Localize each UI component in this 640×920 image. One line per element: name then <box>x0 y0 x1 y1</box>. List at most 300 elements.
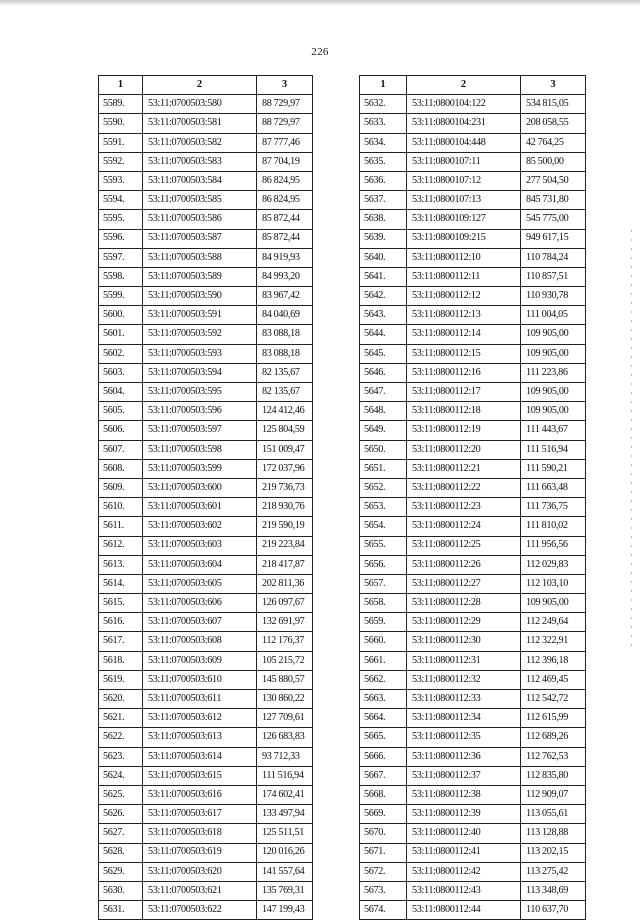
row-number: 5626. <box>99 805 143 824</box>
cadastral-number: 53:11:0700503:611 <box>143 690 257 709</box>
cadastral-number: 53:11:0700503:582 <box>143 133 257 152</box>
table-row <box>360 114 586 133</box>
cadastral-number: 53:11:0800112:18 <box>407 402 521 421</box>
cadastral-number: 53:11:0700503:585 <box>143 191 257 210</box>
cadastral-value: 202 811,36 <box>257 574 313 593</box>
table-row <box>99 267 313 286</box>
cadastral-number: 53:11:0700503:621 <box>143 881 257 900</box>
table-row <box>360 785 586 804</box>
row-number: 5632. <box>360 95 407 114</box>
row-number: 5644. <box>360 325 407 344</box>
cadastral-number: 53:11:0800112:29 <box>407 613 521 632</box>
cadastral-number: 53:11:0800112:40 <box>407 824 521 843</box>
table-row <box>99 478 313 497</box>
cadastral-value: 110 857,51 <box>521 267 586 286</box>
row-number: 5600. <box>99 306 143 325</box>
cadastral-number: 53:11:0700503:618 <box>143 824 257 843</box>
cadastral-number: 53:11:0800112:19 <box>407 421 521 440</box>
table-row <box>360 555 586 574</box>
row-number: 5593. <box>99 171 143 190</box>
row-number: 5618. <box>99 651 143 670</box>
row-number: 5648. <box>360 402 407 421</box>
cadastral-number: 53:11:0800112:37 <box>407 766 521 785</box>
cadastral-number: 53:11:0800112:10 <box>407 248 521 267</box>
table-row <box>99 843 313 862</box>
row-number: 5642. <box>360 287 407 306</box>
row-number: 5638. <box>360 210 407 229</box>
cadastral-value: 87 777,46 <box>257 133 313 152</box>
cadastral-value: 113 348,69 <box>521 881 586 900</box>
row-number: 5671. <box>360 843 407 862</box>
table-row <box>360 690 586 709</box>
cadastral-number: 53:11:0800112:22 <box>407 478 521 497</box>
row-number: 5672. <box>360 862 407 881</box>
cadastral-number: 53:11:0700503:613 <box>143 728 257 747</box>
table-row <box>360 536 586 555</box>
table-row <box>99 670 313 689</box>
right-register-table <box>359 75 586 920</box>
table-row <box>360 478 586 497</box>
row-number: 5655. <box>360 536 407 555</box>
row-number: 5620. <box>99 690 143 709</box>
cadastral-number: 53:11:0700503:605 <box>143 574 257 593</box>
cadastral-value: 82 135,67 <box>257 383 313 402</box>
cadastral-number: 53:11:0800112:44 <box>407 901 521 920</box>
cadastral-value: 845 731,80 <box>521 191 586 210</box>
table-row <box>360 574 586 593</box>
column-header-number: 1 <box>360 76 407 95</box>
cadastral-value: 85 872,44 <box>257 210 313 229</box>
table-row <box>99 594 313 613</box>
cadastral-value: 949 617,15 <box>521 229 586 248</box>
row-number: 5663. <box>360 690 407 709</box>
cadastral-value: 110 637,70 <box>521 901 586 920</box>
cadastral-value: 112 909,07 <box>521 785 586 804</box>
table-row <box>99 325 313 344</box>
row-number: 5664. <box>360 709 407 728</box>
cadastral-value: 111 443,67 <box>521 421 586 440</box>
cadastral-number: 53:11:0800109:215 <box>407 229 521 248</box>
table-row <box>99 440 313 459</box>
table-row <box>99 862 313 881</box>
cadastral-value: 88 729,97 <box>257 95 313 114</box>
row-number: 5616. <box>99 613 143 632</box>
row-number: 5674. <box>360 901 407 920</box>
cadastral-number: 53:11:0700503:588 <box>143 248 257 267</box>
table-row <box>99 133 313 152</box>
cadastral-value: 85 872,44 <box>257 229 313 248</box>
cadastral-value: 109 905,00 <box>521 344 586 363</box>
cadastral-number: 53:11:0800112:24 <box>407 517 521 536</box>
row-number: 5624. <box>99 766 143 785</box>
table-row <box>99 574 313 593</box>
table-row <box>360 728 586 747</box>
cadastral-value: 112 103,10 <box>521 574 586 593</box>
table-row <box>99 632 313 651</box>
row-number: 5623. <box>99 747 143 766</box>
cadastral-number: 53:11:0800109:127 <box>407 210 521 229</box>
row-number: 5646. <box>360 363 407 382</box>
table-row <box>360 632 586 651</box>
cadastral-number: 53:11:0800104:231 <box>407 114 521 133</box>
cadastral-value: 126 683,83 <box>257 728 313 747</box>
cadastral-value: 83 088,18 <box>257 325 313 344</box>
table-row <box>360 824 586 843</box>
cadastral-value: 112 469,45 <box>521 670 586 689</box>
table-row <box>99 498 313 517</box>
cadastral-number: 53:11:0800112:27 <box>407 574 521 593</box>
cadastral-value: 151 009,47 <box>257 440 313 459</box>
row-number: 5637. <box>360 191 407 210</box>
row-number: 5666. <box>360 747 407 766</box>
cadastral-value: 218 417,87 <box>257 555 313 574</box>
cadastral-number: 53:11:0700503:615 <box>143 766 257 785</box>
table-row <box>99 363 313 382</box>
row-number: 5647. <box>360 383 407 402</box>
row-number: 5592. <box>99 152 143 171</box>
row-number: 5603. <box>99 363 143 382</box>
column-header-cadastral: 2 <box>143 76 257 95</box>
cadastral-number: 53:11:0800112:20 <box>407 440 521 459</box>
cadastral-number: 53:11:0700503:607 <box>143 613 257 632</box>
row-number: 5614. <box>99 574 143 593</box>
column-header-value: 3 <box>257 76 313 95</box>
cadastral-number: 53:11:0800112:42 <box>407 862 521 881</box>
row-number: 5589. <box>99 95 143 114</box>
row-number: 5597. <box>99 248 143 267</box>
table-row <box>360 670 586 689</box>
cadastral-value: 83 967,42 <box>257 287 313 306</box>
cadastral-value: 145 880,57 <box>257 670 313 689</box>
cadastral-number: 53:11:0700503:600 <box>143 478 257 497</box>
row-number: 5628. <box>99 843 143 862</box>
cadastral-number: 53:11:0800112:30 <box>407 632 521 651</box>
table-row <box>99 536 313 555</box>
table-row <box>99 824 313 843</box>
cadastral-number: 53:11:0700503:620 <box>143 862 257 881</box>
left-table-body <box>99 95 313 920</box>
table-row <box>99 709 313 728</box>
table-row <box>360 901 586 920</box>
cadastral-value: 111 956,56 <box>521 536 586 555</box>
cadastral-number: 53:11:0700503:603 <box>143 536 257 555</box>
table-row <box>360 459 586 478</box>
cadastral-value: 125 804,59 <box>257 421 313 440</box>
cadastral-value: 126 097,67 <box>257 594 313 613</box>
row-number: 5636. <box>360 171 407 190</box>
row-number: 5659. <box>360 613 407 632</box>
row-number: 5665. <box>360 728 407 747</box>
table-row <box>99 651 313 670</box>
table-row <box>99 383 313 402</box>
table-row <box>360 306 586 325</box>
row-number: 5627. <box>99 824 143 843</box>
row-number: 5643. <box>360 306 407 325</box>
row-number: 5653. <box>360 498 407 517</box>
table-row <box>99 613 313 632</box>
row-number: 5673. <box>360 881 407 900</box>
cadastral-value: 112 615,99 <box>521 709 586 728</box>
cadastral-number: 53:11:0700503:592 <box>143 325 257 344</box>
table-row <box>360 651 586 670</box>
cadastral-value: 86 824,95 <box>257 171 313 190</box>
cadastral-value: 112 029,83 <box>521 555 586 574</box>
cadastral-value: 545 775,00 <box>521 210 586 229</box>
row-number: 5654. <box>360 517 407 536</box>
table-row <box>360 383 586 402</box>
row-number: 5650. <box>360 440 407 459</box>
cadastral-number: 53:11:0800112:36 <box>407 747 521 766</box>
cadastral-number: 53:11:0700503:602 <box>143 517 257 536</box>
cadastral-value: 141 557,64 <box>257 862 313 881</box>
table-row <box>360 248 586 267</box>
cadastral-number: 53:11:0700503:590 <box>143 287 257 306</box>
cadastral-number: 53:11:0700503:612 <box>143 709 257 728</box>
table-row <box>360 229 586 248</box>
cadastral-number: 53:11:0700503:589 <box>143 267 257 286</box>
page-number: 226 <box>311 46 329 58</box>
table-row <box>99 114 313 133</box>
cadastral-value: 111 736,75 <box>521 498 586 517</box>
cadastral-value: 219 223,84 <box>257 536 313 555</box>
row-number: 5599. <box>99 287 143 306</box>
table-row <box>99 210 313 229</box>
cadastral-value: 113 275,42 <box>521 862 586 881</box>
cadastral-number: 53:11:0800104:448 <box>407 133 521 152</box>
row-number: 5661. <box>360 651 407 670</box>
table-row <box>99 517 313 536</box>
cadastral-number: 53:11:0700503:597 <box>143 421 257 440</box>
row-number: 5615. <box>99 594 143 613</box>
table-row <box>99 171 313 190</box>
table-row <box>360 344 586 363</box>
table-row <box>360 613 586 632</box>
cadastral-value: 113 202,15 <box>521 843 586 862</box>
row-number: 5625. <box>99 785 143 804</box>
cadastral-value: 111 663,48 <box>521 478 586 497</box>
cadastral-number: 53:11:0700503:591 <box>143 306 257 325</box>
cadastral-number: 53:11:0800112:21 <box>407 459 521 478</box>
table-row <box>360 594 586 613</box>
cadastral-value: 174 602,41 <box>257 785 313 804</box>
cadastral-number: 53:11:0800112:39 <box>407 805 521 824</box>
row-number: 5610. <box>99 498 143 517</box>
table-row <box>360 95 586 114</box>
cadastral-number: 53:11:0800112:25 <box>407 536 521 555</box>
table-row <box>360 363 586 382</box>
cadastral-number: 53:11:0700503:609 <box>143 651 257 670</box>
table-row <box>99 344 313 363</box>
cadastral-number: 53:11:0800112:33 <box>407 690 521 709</box>
cadastral-number: 53:11:0700503:617 <box>143 805 257 824</box>
right-table-body <box>360 95 586 920</box>
cadastral-value: 109 905,00 <box>521 383 586 402</box>
cadastral-number: 53:11:0700503:599 <box>143 459 257 478</box>
cadastral-number: 53:11:0800112:28 <box>407 594 521 613</box>
row-number: 5605. <box>99 402 143 421</box>
table-row <box>99 459 313 478</box>
row-number: 5662. <box>360 670 407 689</box>
cadastral-value: 113 055,61 <box>521 805 586 824</box>
cadastral-value: 110 784,24 <box>521 248 586 267</box>
row-number: 5652. <box>360 478 407 497</box>
cadastral-number: 53:11:0700503:580 <box>143 95 257 114</box>
row-number: 5622. <box>99 728 143 747</box>
row-number: 5590. <box>99 114 143 133</box>
cadastral-value: 112 322,91 <box>521 632 586 651</box>
row-number: 5658. <box>360 594 407 613</box>
row-number: 5630. <box>99 881 143 900</box>
table-row <box>360 210 586 229</box>
row-number: 5619. <box>99 670 143 689</box>
row-number: 5607. <box>99 440 143 459</box>
row-number: 5621. <box>99 709 143 728</box>
cadastral-value: 120 016,26 <box>257 843 313 862</box>
column-header-value: 3 <box>521 76 586 95</box>
table-row <box>99 287 313 306</box>
row-number: 5617. <box>99 632 143 651</box>
row-number: 5601. <box>99 325 143 344</box>
table-row <box>360 191 586 210</box>
cadastral-value: 111 516,94 <box>257 766 313 785</box>
column-header-number: 1 <box>99 76 143 95</box>
cadastral-number: 53:11:0800112:35 <box>407 728 521 747</box>
row-number: 5641. <box>360 267 407 286</box>
row-number: 5668. <box>360 785 407 804</box>
table-row <box>360 325 586 344</box>
left-register-table <box>98 75 313 920</box>
row-number: 5635. <box>360 152 407 171</box>
table-row <box>99 421 313 440</box>
cadastral-number: 53:11:0700503:622 <box>143 901 257 920</box>
cadastral-number: 53:11:0800112:43 <box>407 881 521 900</box>
row-number: 5594. <box>99 191 143 210</box>
cadastral-value: 110 930,78 <box>521 287 586 306</box>
table-row <box>360 440 586 459</box>
cadastral-value: 218 930,76 <box>257 498 313 517</box>
scan-edge-shadow <box>0 0 640 6</box>
cadastral-value: 112 249,64 <box>521 613 586 632</box>
row-number: 5631. <box>99 901 143 920</box>
row-number: 5660. <box>360 632 407 651</box>
cadastral-number: 53:11:0700503:596 <box>143 402 257 421</box>
cadastral-number: 53:11:0700503:587 <box>143 229 257 248</box>
table-row <box>99 152 313 171</box>
cadastral-value: 111 004,05 <box>521 306 586 325</box>
cadastral-number: 53:11:0800112:38 <box>407 785 521 804</box>
cadastral-value: 112 396,18 <box>521 651 586 670</box>
table-row <box>99 881 313 900</box>
row-number: 5657. <box>360 574 407 593</box>
cadastral-number: 53:11:0800112:14 <box>407 325 521 344</box>
cadastral-value: 109 905,00 <box>521 402 586 421</box>
table-row <box>360 152 586 171</box>
table-row <box>99 901 313 920</box>
cadastral-number: 53:11:0700503:606 <box>143 594 257 613</box>
cadastral-value: 42 764,25 <box>521 133 586 152</box>
table-row <box>360 709 586 728</box>
table-row <box>99 766 313 785</box>
row-number: 5604. <box>99 383 143 402</box>
cadastral-number: 53:11:0700503:601 <box>143 498 257 517</box>
table-row <box>360 402 586 421</box>
table-row <box>99 747 313 766</box>
cadastral-value: 135 769,31 <box>257 881 313 900</box>
cadastral-value: 124 412,46 <box>257 402 313 421</box>
table-row <box>99 306 313 325</box>
cadastral-value: 82 135,67 <box>257 363 313 382</box>
cadastral-value: 208 058,55 <box>521 114 586 133</box>
table-row <box>99 95 313 114</box>
column-header-cadastral: 2 <box>407 76 521 95</box>
cadastral-value: 147 199,43 <box>257 901 313 920</box>
row-number: 5649. <box>360 421 407 440</box>
cadastral-value: 113 128,88 <box>521 824 586 843</box>
row-number: 5591. <box>99 133 143 152</box>
table-row <box>360 498 586 517</box>
cadastral-number: 53:11:0800112:32 <box>407 670 521 689</box>
cadastral-number: 53:11:0800112:34 <box>407 709 521 728</box>
row-number: 5596. <box>99 229 143 248</box>
cadastral-value: 127 709,61 <box>257 709 313 728</box>
cadastral-number: 53:11:0800112:41 <box>407 843 521 862</box>
row-number: 5613. <box>99 555 143 574</box>
row-number: 5669. <box>360 805 407 824</box>
table-row <box>360 805 586 824</box>
cadastral-value: 85 500,00 <box>521 152 586 171</box>
row-number: 5640. <box>360 248 407 267</box>
cadastral-number: 53:11:0800112:11 <box>407 267 521 286</box>
cadastral-number: 53:11:0800112:31 <box>407 651 521 670</box>
cadastral-number: 53:11:0700503:595 <box>143 383 257 402</box>
cadastral-value: 219 590,19 <box>257 517 313 536</box>
table-row <box>99 785 313 804</box>
table-row <box>99 690 313 709</box>
row-number: 5645. <box>360 344 407 363</box>
cadastral-number: 53:11:0700503:608 <box>143 632 257 651</box>
row-number: 5609. <box>99 478 143 497</box>
cadastral-value: 133 497,94 <box>257 805 313 824</box>
cadastral-number: 53:11:0800112:23 <box>407 498 521 517</box>
row-number: 5611. <box>99 517 143 536</box>
cadastral-value: 109 905,00 <box>521 325 586 344</box>
cadastral-number: 53:11:0700503:593 <box>143 344 257 363</box>
row-number: 5602. <box>99 344 143 363</box>
cadastral-value: 93 712,33 <box>257 747 313 766</box>
cadastral-value: 112 689,26 <box>521 728 586 747</box>
row-number: 5595. <box>99 210 143 229</box>
table-row <box>99 805 313 824</box>
row-number: 5656. <box>360 555 407 574</box>
cadastral-value: 84 040,69 <box>257 306 313 325</box>
cadastral-number: 53:11:0700503:581 <box>143 114 257 133</box>
table-row <box>99 555 313 574</box>
cadastral-value: 534 815,05 <box>521 95 586 114</box>
cadastral-value: 277 504,50 <box>521 171 586 190</box>
row-number: 5612. <box>99 536 143 555</box>
cadastral-number: 53:11:0700503:594 <box>143 363 257 382</box>
row-number: 5598. <box>99 267 143 286</box>
table-row <box>99 229 313 248</box>
cadastral-value: 172 037,96 <box>257 459 313 478</box>
table-row <box>360 421 586 440</box>
cadastral-value: 112 176,37 <box>257 632 313 651</box>
table-row <box>360 862 586 881</box>
cadastral-value: 88 729,97 <box>257 114 313 133</box>
cadastral-number: 53:11:0700503:586 <box>143 210 257 229</box>
cadastral-number: 53:11:0700503:598 <box>143 440 257 459</box>
table-row <box>360 171 586 190</box>
